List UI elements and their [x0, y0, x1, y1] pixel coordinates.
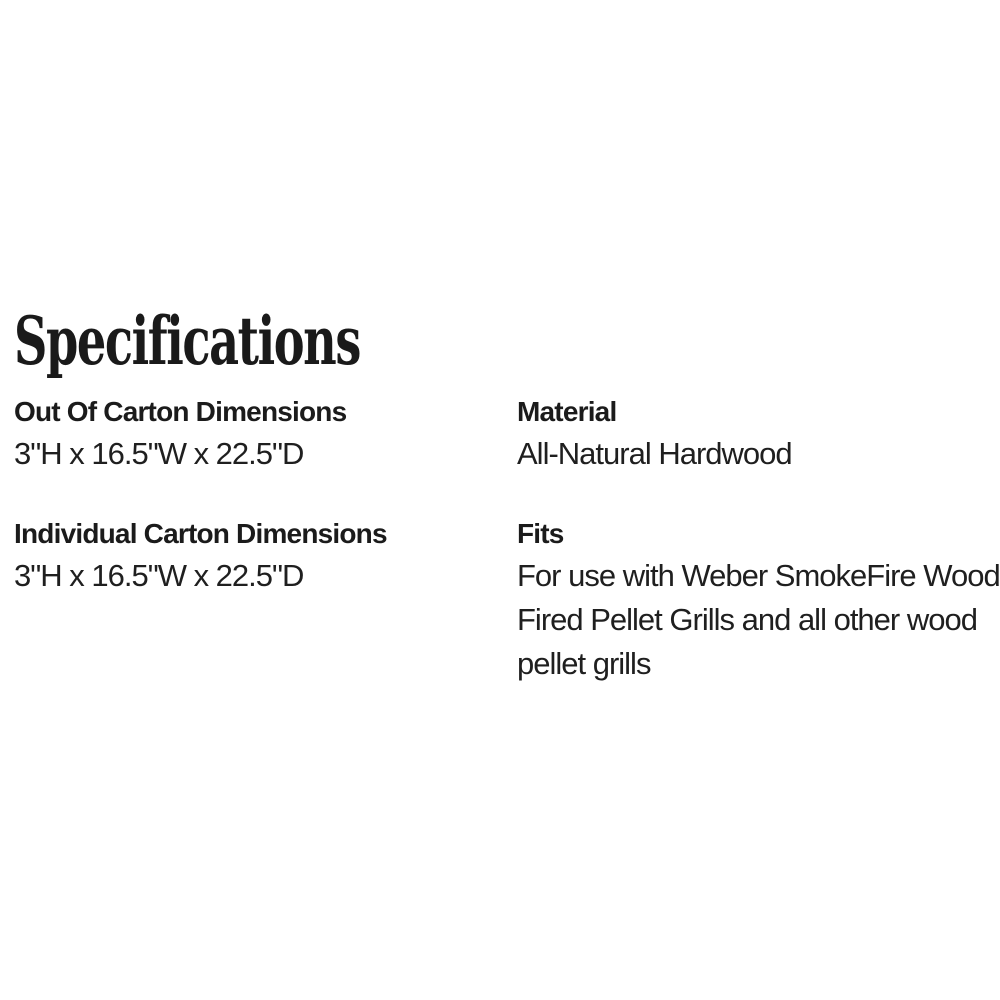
- spec-value-group: [517, 554, 1000, 686]
- spec-value-material: All-Natural Hardwood: [517, 436, 792, 471]
- spec-value-fits-line-3: pellet grills: [517, 646, 651, 681]
- spec-value-fits-line-2: Fired Pellet Grills and all other wood: [517, 602, 977, 637]
- spec-item-material: [517, 392, 792, 476]
- spec-item-fits: [517, 514, 1000, 686]
- spec-value-individual-carton-dimensions: 3"H x 16.5"W x 22.5"D: [14, 558, 304, 593]
- spec-item-individual-carton-dimensions: [14, 514, 387, 598]
- spec-label-fits: Fits: [517, 518, 564, 549]
- spec-label-material: Material: [517, 396, 617, 427]
- spec-value-group: [14, 554, 387, 598]
- spec-label-individual-carton-dimensions: Individual Carton Dimensions: [14, 518, 387, 549]
- spec-value-out-of-carton-dimensions: 3"H x 16.5"W x 22.5"D: [14, 436, 304, 471]
- spec-label-out-of-carton-dimensions: Out Of Carton Dimensions: [14, 396, 347, 427]
- spec-value-group: [517, 432, 792, 476]
- spec-value-fits-line-1: For use with Weber SmokeFire Wood: [517, 558, 1000, 593]
- spec-item-out-of-carton-dimensions: [14, 392, 346, 476]
- specifications-title: Specifications: [14, 302, 360, 380]
- spec-value-group: [14, 432, 346, 476]
